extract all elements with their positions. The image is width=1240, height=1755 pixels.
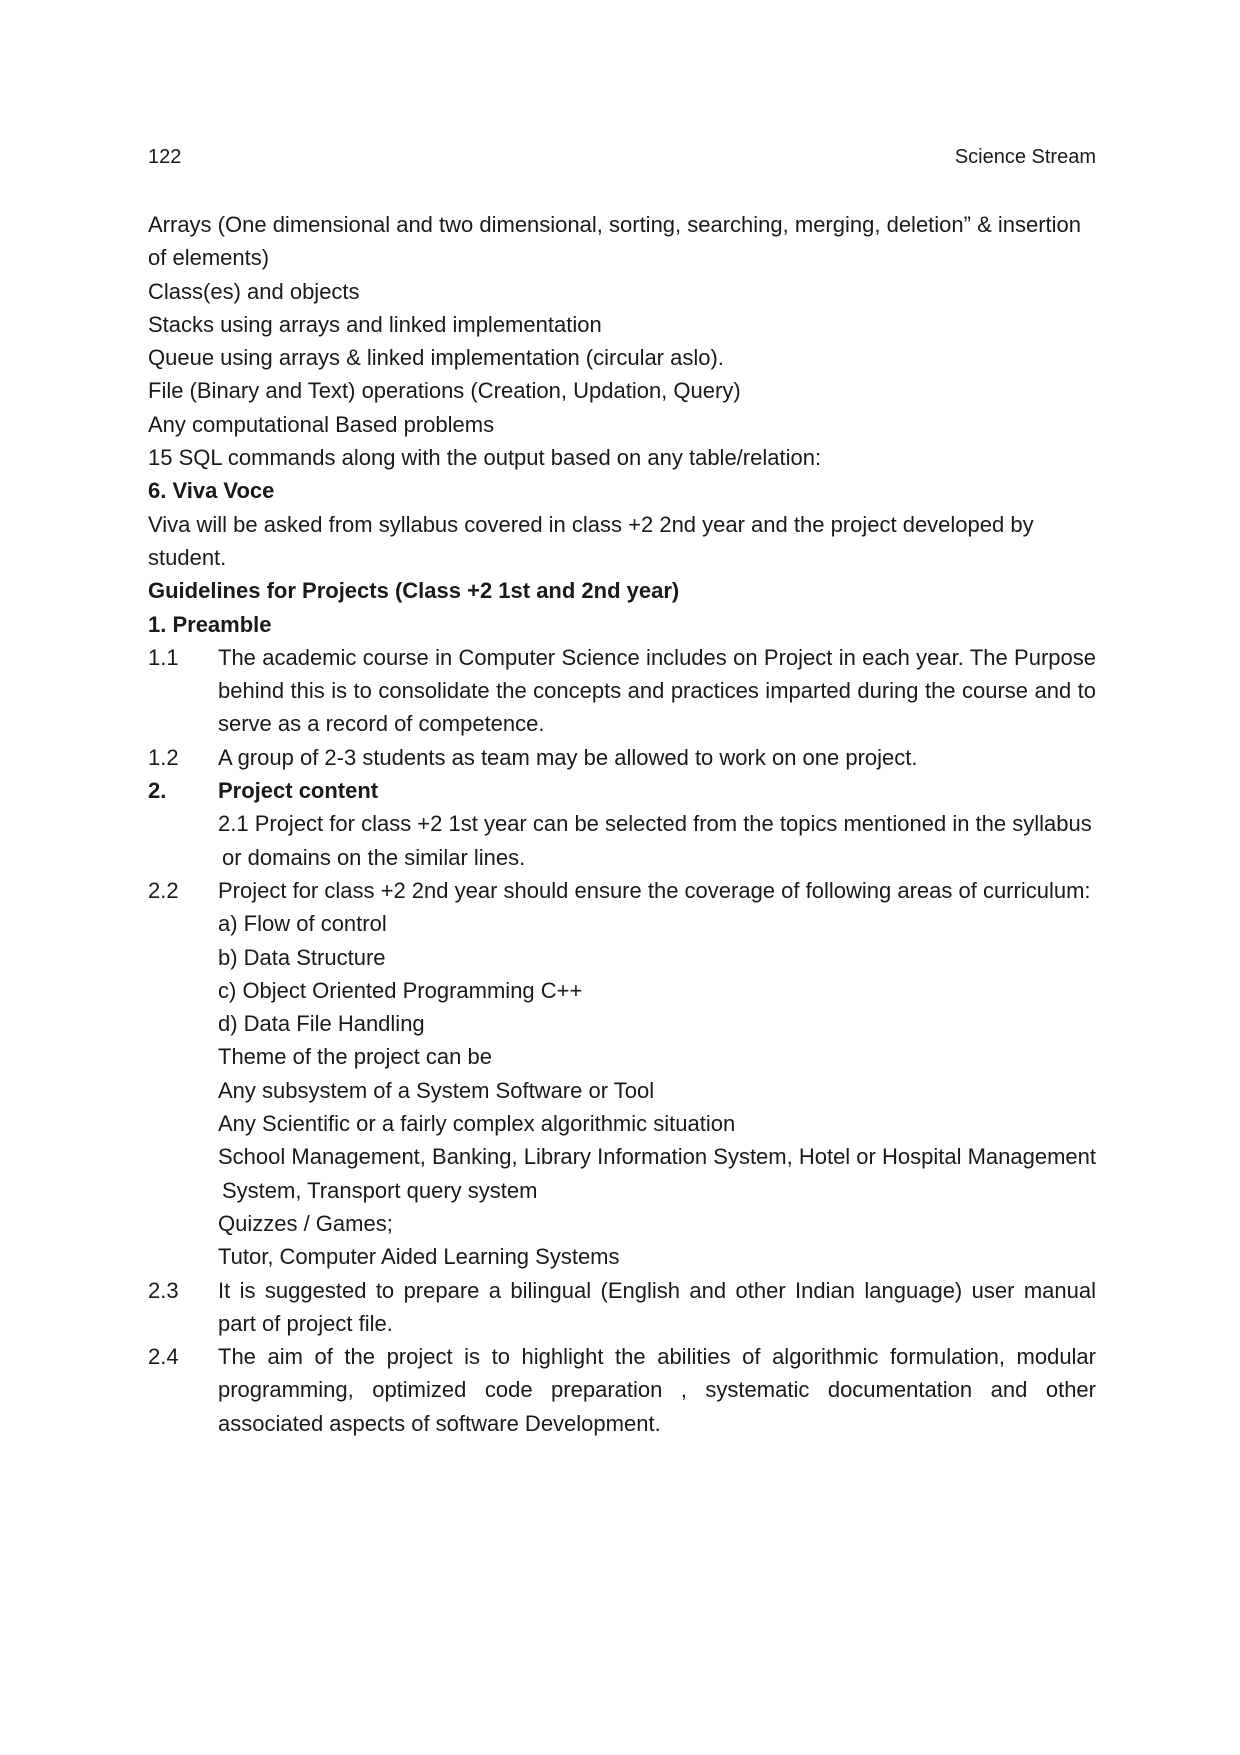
item-2-4-number: 2.4 <box>148 1344 179 1370</box>
area-data-file-handling: d) Data File Handling <box>218 1011 425 1037</box>
area-flow-of-control: a) Flow of control <box>218 911 387 937</box>
topic-file: File (Binary and Text) operations (Creation, Updation, Query) <box>148 378 741 404</box>
topic-stacks: Stacks using arrays and linked implementation <box>148 311 602 337</box>
item-2-4 <box>148 1340 1096 1440</box>
viva-heading: 6. Viva Voce <box>148 478 275 504</box>
page-body <box>148 208 1096 1440</box>
item-1-2 <box>148 741 1096 774</box>
item-2-2 <box>148 874 1096 907</box>
theme-system-software: Any subsystem of a System Software or Tool <box>218 1077 655 1103</box>
topic-computational: Any computational Based problems <box>148 411 495 437</box>
item-2-3 <box>148 1274 1096 1341</box>
preamble-heading: 1. Preamble <box>148 611 272 637</box>
topic-sql: 15 SQL commands along with the output based on any table/relation: <box>148 445 822 471</box>
item-2-3-text: It is suggested to prepare a bilingual (English and other Indian language) user manual part of project file. <box>218 1277 1096 1336</box>
item-2-heading: Project content <box>218 778 379 804</box>
theme-tutor: Tutor, Computer Aided Learning Systems <box>218 1244 620 1270</box>
item-1-2-text: A group of 2-3 students as team may be allowed to work on one project. <box>218 744 918 770</box>
theme-quizzes: Quizzes / Games; <box>218 1210 393 1236</box>
theme-scientific: Any Scientific or a fairly complex algorithmic situation <box>218 1111 736 1137</box>
item-2-2-text: Project for class +2 2nd year should ensure the coverage of following areas of curriculum: <box>218 877 1091 903</box>
topic-queue: Queue using arrays & linked implementation (circular aslo). <box>148 345 724 371</box>
viva-text: Viva will be asked from syllabus covered in class +2 2nd year and the project developed by student. <box>148 511 1034 570</box>
item-2-3-number: 2.3 <box>148 1277 179 1303</box>
area-data-structure: b) Data Structure <box>218 944 386 970</box>
item-2-4-text: The aim of the project is to highlight the abilities of algorithmic formulation, modular programming, optimized code preparation , systematic documentation and other associated aspects of software Development. <box>218 1344 1096 1436</box>
topic-classes: Class(es) and objects <box>148 278 360 304</box>
guidelines-heading: Guidelines for Projects (Class +2 1st and 2nd year) <box>148 578 680 604</box>
theme-heading: Theme of the project can be <box>218 1044 492 1070</box>
item-2-2-number: 2.2 <box>148 877 179 903</box>
page-number: 122 <box>148 146 182 168</box>
item-1-2-number: 1.2 <box>148 744 179 770</box>
item-1-1-number: 1.1 <box>148 644 179 670</box>
item-2-1: 2.1 Project for class +2 1st year can be selected from the topics mentioned in the syllabus or domains on the similar lines. <box>218 811 1092 870</box>
area-oop: c) Object Oriented Programming C++ <box>218 977 583 1003</box>
item-1-1 <box>148 641 1096 741</box>
item-1-1-text: The academic course in Computer Science includes on Project in each year. The Purpose behind this is to consolidate the concepts and practices imparted during the course and to serve as a record of competence. <box>218 644 1096 737</box>
running-head: Science Stream <box>954 146 1096 168</box>
item-2-number: 2. <box>148 778 167 804</box>
page-header <box>148 146 1096 174</box>
topic-arrays: Arrays (One dimensional and two dimensional, sorting, searching, merging, deletion” & insertion of elements) <box>148 212 1082 271</box>
item-2 <box>148 774 1096 807</box>
theme-management-systems: School Management, Banking, Library Information System, Hotel or Hospital Management System, Transport query system <box>218 1144 1096 1203</box>
